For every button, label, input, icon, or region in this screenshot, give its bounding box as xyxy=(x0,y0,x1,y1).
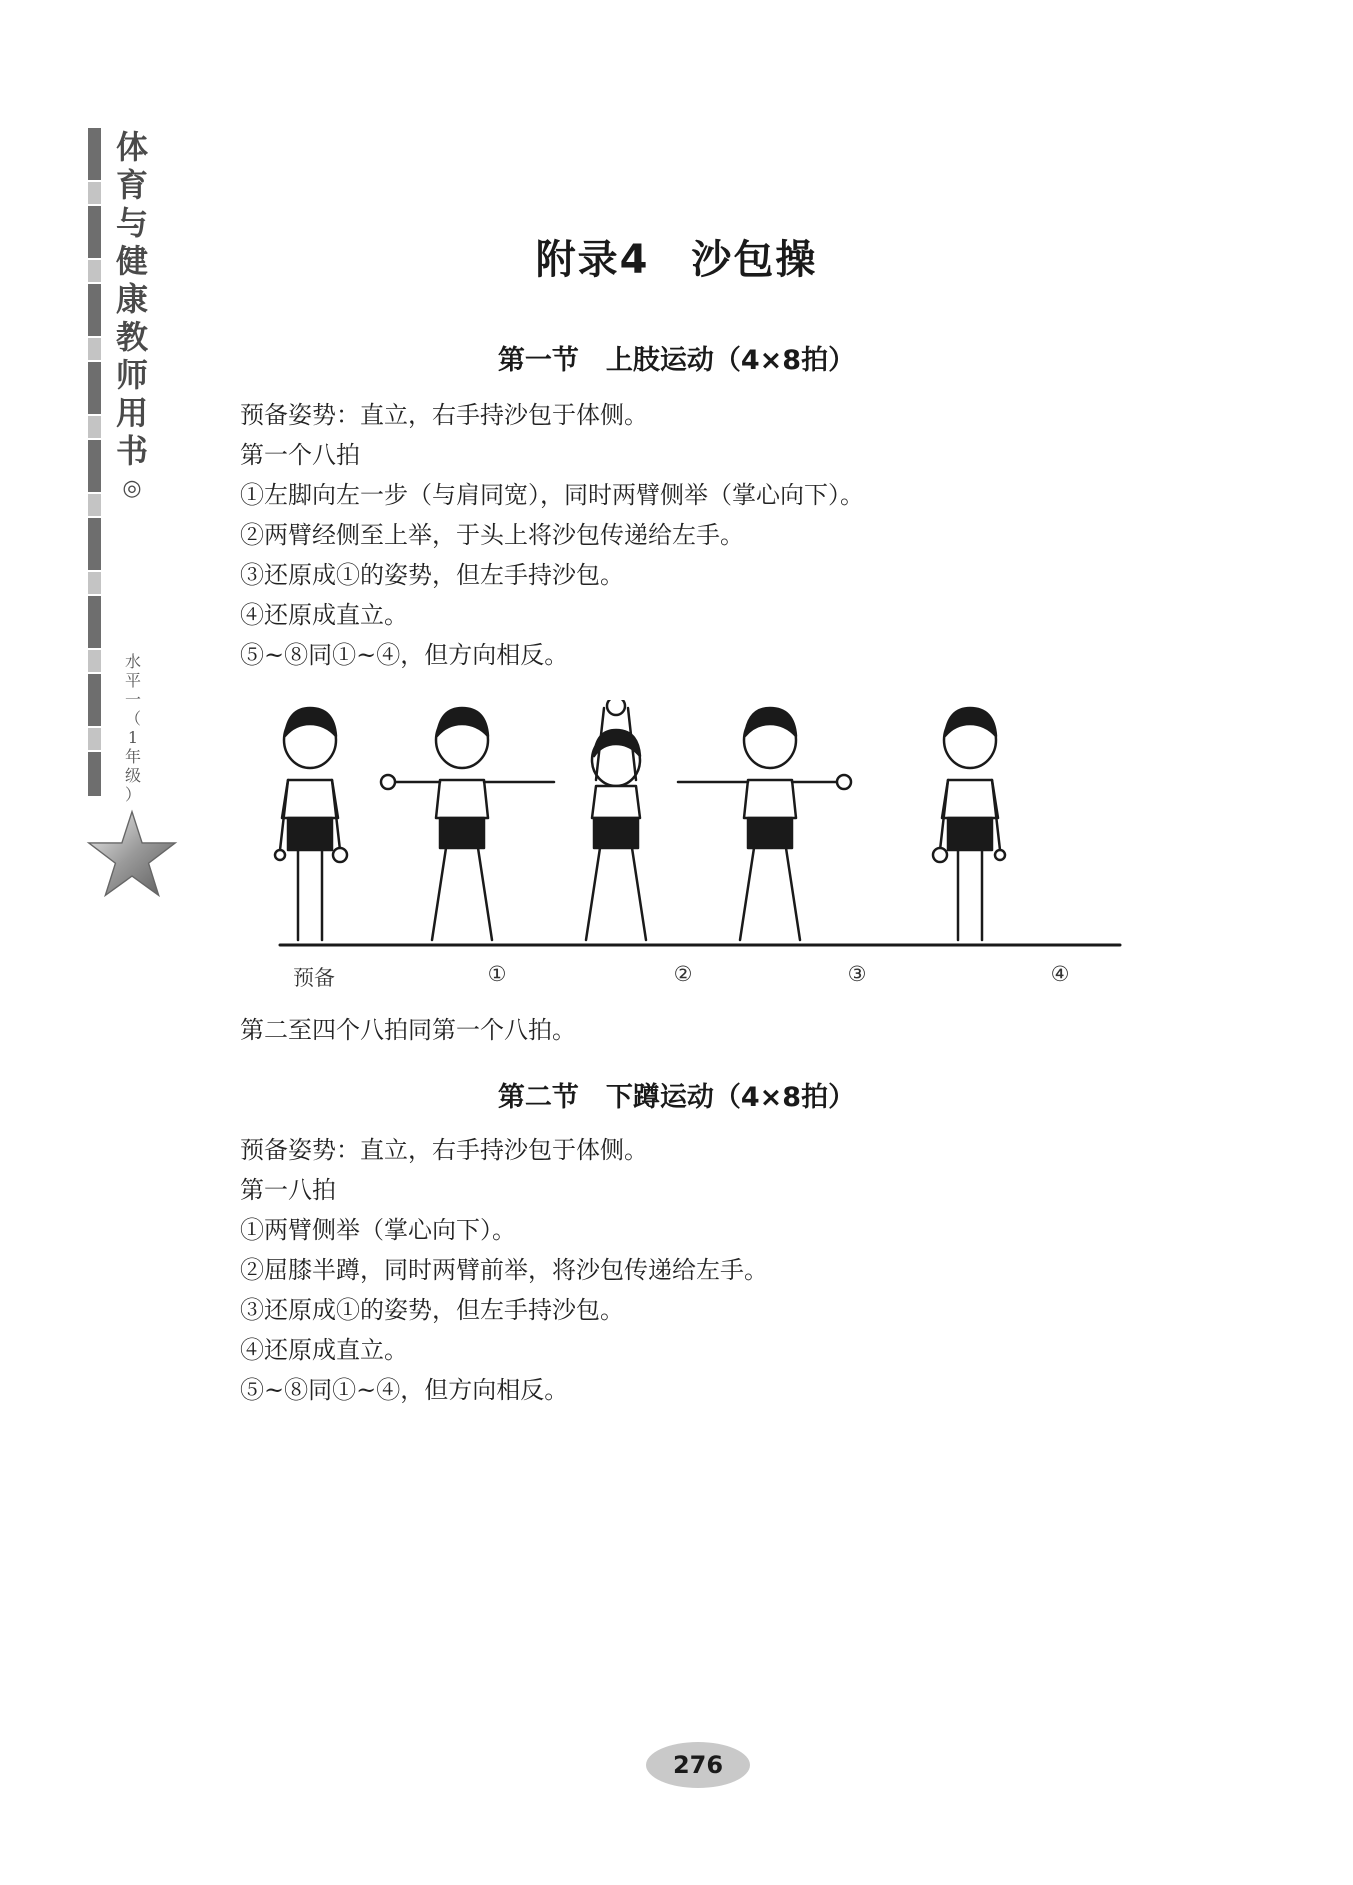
exercise-illustration xyxy=(270,700,1130,1000)
section2-line: ⑤~⑧同①~④，但方向相反。 xyxy=(240,1376,569,1404)
section2-line: ④还原成直立。 xyxy=(240,1336,408,1364)
book-title-char: 体 xyxy=(115,128,148,166)
section2-heading: 第二节 下蹲运动（4×8拍） xyxy=(497,1082,856,1113)
figure-step-2 xyxy=(586,700,646,940)
grade-level-char: 平 xyxy=(124,671,141,690)
section1-line: ②两臂经侧至上举，于头上将沙包传递给左手。 xyxy=(240,521,744,549)
section1-line: ③还原成①的姿势，但左手持沙包。 xyxy=(240,561,624,589)
page-number-text: 276 xyxy=(672,1751,724,1779)
figure-label: ④ xyxy=(1050,962,1070,986)
section1-line: ④还原成直立。 xyxy=(240,601,408,629)
book-title-vertical xyxy=(112,128,152,508)
grade-level-vertical xyxy=(123,652,143,804)
after-figure-note: 第二至四个八拍同第一个八拍。 xyxy=(240,1016,576,1044)
book-title-char: 书 xyxy=(115,432,148,470)
book-title-char: 师 xyxy=(115,356,148,394)
section2-line: 第一八拍 xyxy=(240,1176,336,1204)
section2-line: 预备姿势：直立，右手持沙包于体侧。 xyxy=(240,1136,648,1164)
figure-step-1 xyxy=(381,708,554,940)
section1-line: 预备姿势：直立，右手持沙包于体侧。 xyxy=(240,401,648,429)
book-title-char: 与 xyxy=(115,204,148,242)
section1-line: ①左脚向左一步（与肩同宽），同时两臂侧举（掌心向下）。 xyxy=(240,481,864,509)
figure-label: ② xyxy=(673,962,693,986)
star-icon xyxy=(86,808,178,900)
grade-level-char: （ xyxy=(124,709,141,728)
section2-line: ③还原成①的姿势，但左手持沙包。 xyxy=(240,1296,624,1324)
figure-label: ① xyxy=(487,962,507,986)
book-title-char: 健 xyxy=(115,242,148,280)
book-title-char: 教 xyxy=(115,318,148,356)
figure-step-4 xyxy=(933,708,1005,940)
grade-level-char: ） xyxy=(124,785,141,804)
book-title-char: 用 xyxy=(115,394,148,432)
grade-level-char: 年 xyxy=(124,747,141,766)
figure-step-3 xyxy=(678,708,851,940)
section2-line: ②屈膝半蹲，同时两臂前举，将沙包传递给左手。 xyxy=(240,1256,768,1284)
page-number xyxy=(646,1742,750,1788)
book-title-char: 康 xyxy=(115,280,148,318)
section1-line: ⑤~⑧同①~④，但方向相反。 xyxy=(240,641,569,669)
figure-label: 预备 xyxy=(293,966,335,990)
book-title-char: ◎ xyxy=(122,476,142,501)
appendix-title: 附录4 沙包操 xyxy=(535,237,818,283)
grade-level-char: 1 xyxy=(127,728,139,747)
figure-label: ③ xyxy=(847,962,867,986)
figure-ready xyxy=(275,708,347,940)
book-title-char: 育 xyxy=(115,166,148,204)
grade-level-char: 一 xyxy=(124,690,141,709)
section1-heading: 第一节 上肢运动（4×8拍） xyxy=(497,345,856,376)
grade-level-char: 级 xyxy=(124,766,141,785)
section2-line: ①两臂侧举（掌心向下）。 xyxy=(240,1216,516,1244)
grade-level-char: 水 xyxy=(124,652,141,671)
section1-line: 第一个八拍 xyxy=(240,441,360,469)
